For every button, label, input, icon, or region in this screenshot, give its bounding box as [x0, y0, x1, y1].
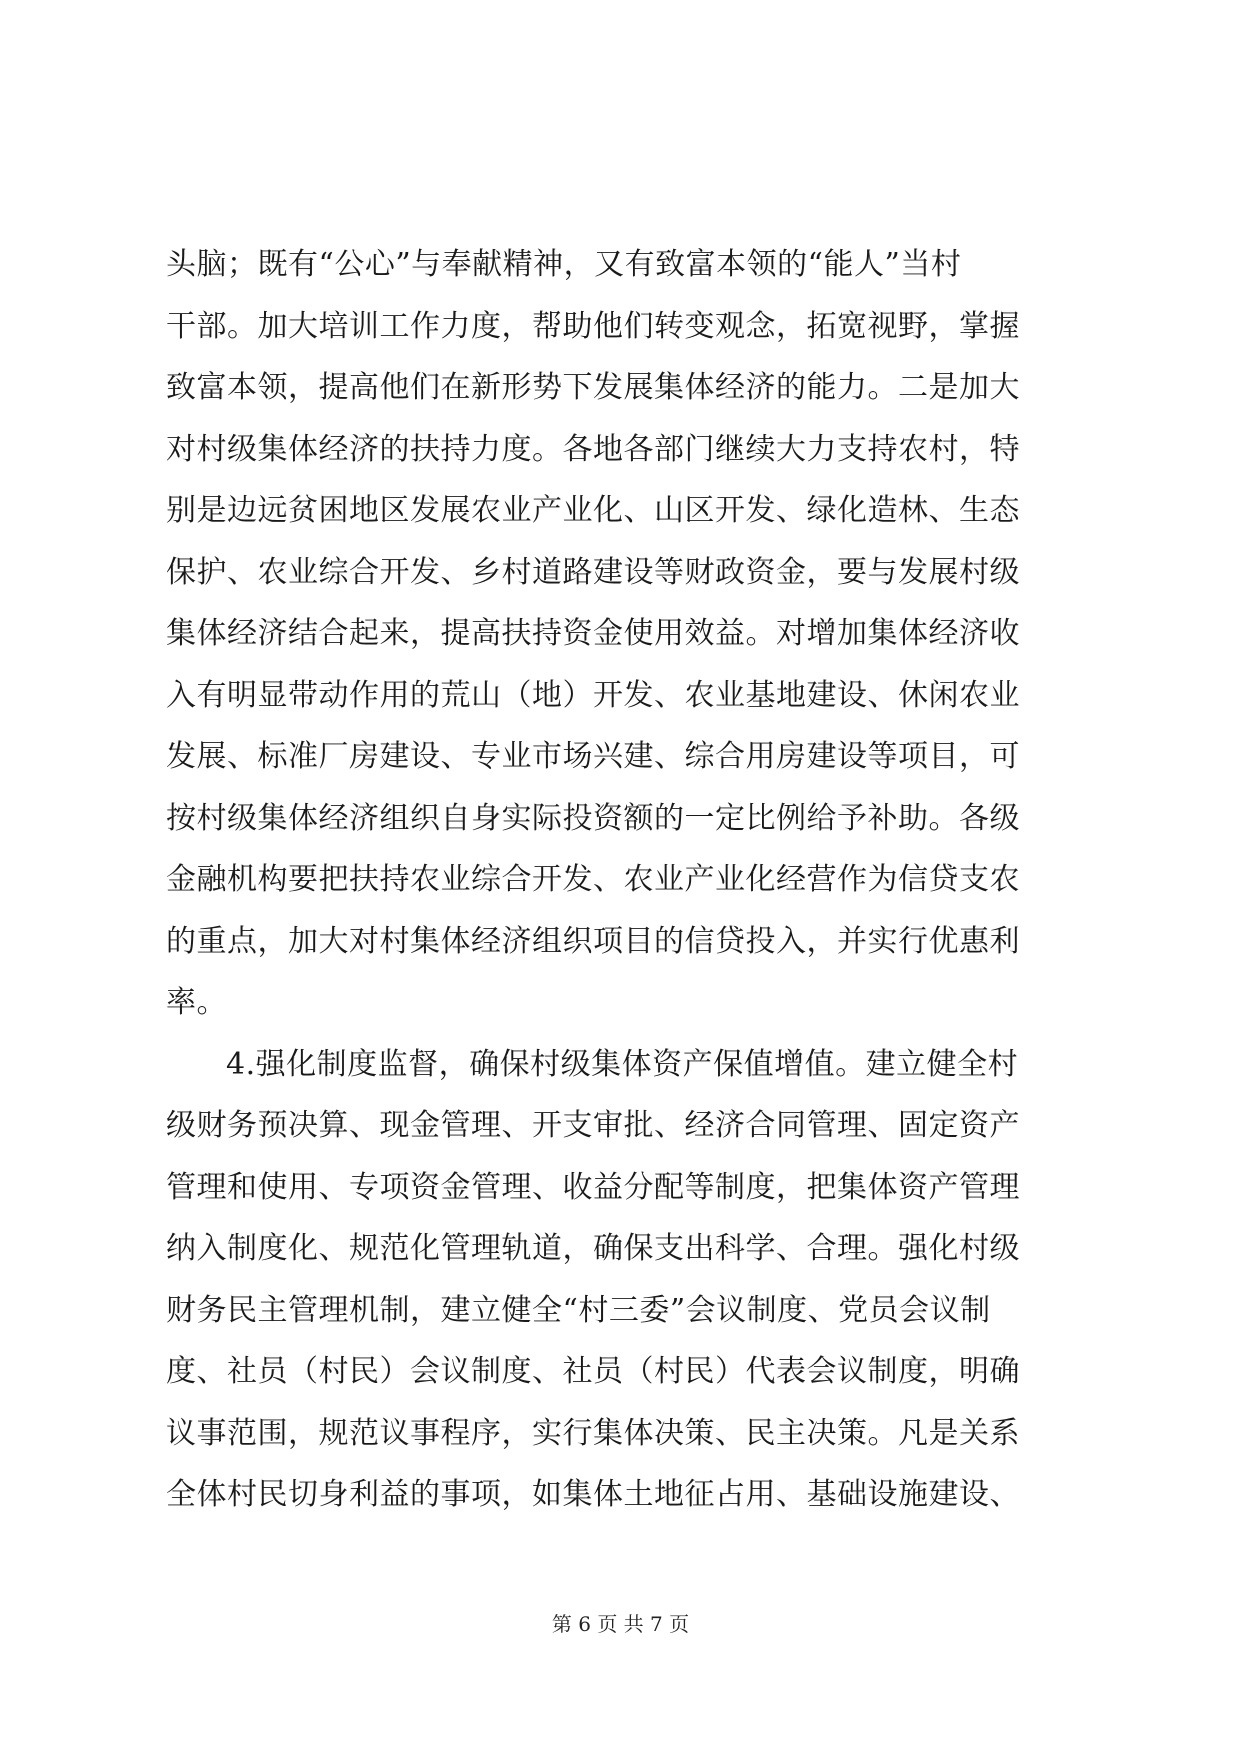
text-line: 入有明显带动作用的荒山（地）开发、农业基地建设、休闲农业 [166, 677, 1020, 713]
text-line: 集体经济结合起来，提高扶持资金使用效益。对增加集体经济收 [166, 616, 1020, 651]
text-line: 金融机构要把扶持农业综合开发、农业产业化经营作为信贷支农 [166, 862, 1020, 897]
text-line: 全体村民切身利益的事项，如集体土地征占用、基础设施建设、 [166, 1477, 1020, 1512]
text-line: 级财务预决算、现金管理、开支审批、经济合同管理、固定资产 [166, 1108, 1020, 1143]
text-line: 别是边远贫困地区发展农业产业化、山区开发、绿化造林、生态 [166, 493, 1020, 528]
text-line: 议事范围，规范议事程序，实行集体决策、民主决策。凡是关系 [166, 1415, 1020, 1451]
text-line: 按村级集体经济组织自身实际投资额的一定比例给予补助。各级 [166, 800, 1020, 836]
text-line: 对村级集体经济的扶持力度。各地各部门继续大力支持农村，特 [166, 431, 1020, 467]
text-line: 管理和使用、专项资金管理、收益分配等制度，把集体资产管理 [166, 1169, 1020, 1205]
text-line: 头脑；既有“公心”与奉献精神，又有致富本领的“能人”当村 [166, 247, 962, 282]
text-line: 纳入制度化、规范化管理轨道，确保支出科学、合理。强化村级 [166, 1231, 1020, 1266]
text-line: 的重点，加大对村集体经济组织项目的信贷投入，并实行优惠利 [166, 923, 1020, 959]
body-text [166, 234, 1078, 1526]
text-line: 发展、标准厂房建设、专业市场兴建、综合用房建设等项目，可 [166, 739, 1020, 774]
text-line: 率。 [166, 985, 227, 1020]
text-line: 干部。加大培训工作力度，帮助他们转变观念，拓宽视野，掌握 [166, 308, 1020, 344]
text-line: 4.强化制度监督，确保村级集体资产保值增值。建立健全村 [226, 1046, 1019, 1082]
text-line: 保护、农业综合开发、乡村道路建设等财政资金，要与发展村级 [166, 554, 1020, 590]
text-line: 财务民主管理机制，建立健全“村三委”会议制度、党员会议制 [166, 1292, 991, 1328]
text-line: 致富本领，提高他们在新形势下发展集体经济的能力。二是加大 [166, 370, 1020, 405]
text-line: 度、社员（村民）会议制度、社员（村民）代表会议制度，明确 [166, 1354, 1020, 1389]
page-number-footer: 第 6 页 共 7 页 [551, 1612, 690, 1636]
